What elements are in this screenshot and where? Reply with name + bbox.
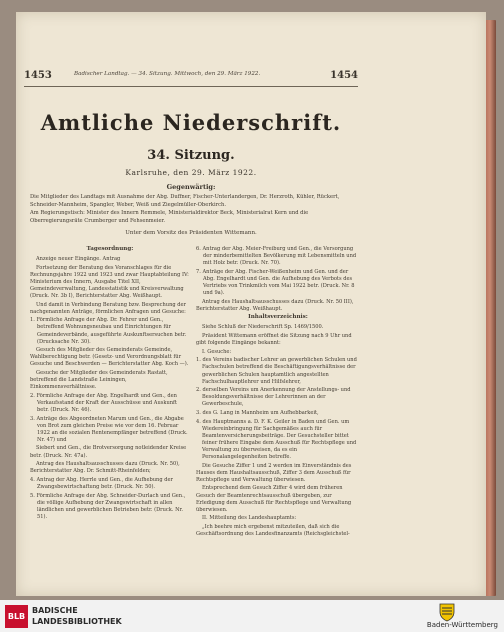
agenda-item: Antrag des Haushaltsausschusses dazu (Druck. Nr. 50), Berichterstatter Abg. Dr. Schmitt-Rheinfelden;: [30, 461, 180, 475]
agenda-item: Fortsetzung der Beratung des Voranschlages für die Rechnungsjahre 1922 und 1923 und zwar Hauptabteilung IV: Ministerium des Innern, Ausgabe Titel XII, Gemeindeverwaltung, Landesstatistik und Kreisverwaltung (Druck. Nr. 3b I), Berichterstatter Abg. Weißhaupt.: [30, 264, 189, 300]
agenda-item: Antrag des Haushaltsausschusses dazu (Druck. Nr. 50 III), Berichterstatter Abg. Weißhaupt.: [196, 298, 354, 312]
agenda-item: Siebert und Gen., die Brotversorgung notleidender Kreise betr. (Druck. Nr. 47a).: [30, 445, 187, 459]
agenda-item: 2. Förmliche Anfrage der Abg. Engelhardt und Gen., den Verkaufsstand der Kraft der Ausschüsse und Auskunft betr. (Druck. Nr. 46).: [30, 392, 177, 413]
library-name[interactable]: [32, 605, 122, 627]
blb-logo-icon[interactable]: BLB: [5, 605, 28, 628]
agenda-item: Gesuch des Mitglieder des Gemeinderats Gemeinde, Wahlberechtigung betr. (Gesetz- und Verordnungsblatt für Gesuche und Beschwerden — Berichterstatter Abg. Koch —).: [30, 347, 189, 368]
agenda-item: 4. Antrag der Abg. Herrle und Gen., die Aufhebung der Zwangsbewirtschaftung betr. (Druck. Nr. 50).: [30, 476, 173, 490]
section-heading: II. Mitteilung des Landeshauptamts:: [202, 515, 297, 522]
gesuch-paragraph: „Ich beehre mich ergebenst mitzuteilen, daß sich die Geschäftsordnung des Landesfinanzamts (Reichsgleichstel-: [196, 523, 350, 537]
left-column: [30, 246, 190, 522]
gesuch-item: 2. derselben Vereins um Anerkennung der Anstellungs- und Besoldungsverhältnisse der Lehrerinnen an der Gewerbeschule,: [196, 387, 351, 408]
gesuch-paragraph: Entsprechend dem Gesuch Ziffer 4 wird dem früheren Gesuch der Beamtenrechtsausschuß übergeben, zur Erledigung dem Ausschuß für Rechtspflege und Verwaltung überwiesen.: [196, 485, 352, 513]
agenda-item: Gesuche der Mitglieder des Gemeinderats Rastatt, betreffend die Landstraße Leiningen, Einkommensverhältnisse.: [30, 370, 168, 391]
opening-text: Präsident Wittemann eröffnet die Sitzung nach 9 Uhr und gibt folgende Eingänge bekannt:: [196, 333, 352, 347]
toc-heading: Inhaltsverzeichnis:: [248, 314, 308, 321]
right-column: [196, 246, 360, 540]
present-heading: Gegenwärtig:: [166, 183, 216, 191]
running-header: [24, 70, 358, 84]
gesuche-subheading: I. Gesuche:: [202, 348, 232, 355]
agenda-heading: Tagesordnung:: [86, 246, 134, 252]
gesuch-item: 1. des Vereins badischer Lehrer an gewerblichen Schulen und Fachschulen betreffend die Beschäftigungsverhältnisse der gewerblichen Schulen hauptamtlich angestellten Fachschulhauptlehrer und Hilfslehrer,: [196, 357, 357, 385]
gesuch-item: 3. des G. Lang in Mannheim um Aufhebbarkeit,: [196, 409, 319, 416]
page-number-right: 1454: [330, 70, 358, 81]
session-heading: 34. Sitzung.: [147, 148, 235, 163]
agenda-item: 6. Antrag der Abg. Meier-Freiburg und Gen., die Versorgung der minderbemittelten Bevölkerung mit Lebensmitteln und mit Holz betr. (Druck. Nr. 70).: [196, 246, 357, 267]
agenda-item: 7. Anträge der Abg. Fischer-Weißenheim und Gen. und der Abg. Engelhardt und Gen. die Aufhebung des Verbots des Vertriebs von Trinkmilch vom Mai 1922 betr. (Druck. Nr. 8 und 9a).: [196, 268, 355, 297]
present-block: [30, 194, 352, 226]
coat-of-arms-icon: [436, 602, 458, 622]
library-name-line1: BADISCHE: [32, 606, 78, 615]
library-name-line2: LANDESBIBLIOTHEK: [32, 617, 122, 626]
present-members: Die Mitglieder des Landtags mit Ausnahme der Abg. Duffner, Fischer-Unterlandergen, Dr. Herzroth, Kühler, Rückert, Schneider-Mannheim, Spangler, Weber, Weiß und Ziegelmüller-Oberkirch.: [30, 194, 340, 208]
agenda-item: 5. Förmliche Anfrage der Abg. Schneider-Durlach und Gen., die völlige Aufhebung der Zwangswirtschaft in allen ländlichen und gewerblichen Betrieben betr. (Druck. Nr. 51).: [30, 492, 186, 520]
header-rule: [24, 86, 358, 87]
agenda-item: Anzeige neuer Eingänge. Antrag: [36, 256, 121, 263]
chair-line: Unter dem Vorsitz des Präsidenten Wittemann.: [125, 230, 257, 236]
agenda-item: 3. Anträge des Abgeordneten Marum und Gen., die Abgabe von Brot zum gleichen Preise wie vor dem 16. Februar 1922 an die sozialen Rentenempfänger betreffend (Druck. Nr. 47) und: [30, 415, 188, 443]
gesuch-paragraph: Die Gesuche Ziffer 1 und 2 werden im Einverständnis des Hauses dem Haushaltsausschuß, Ziffer 3 dem Ausschuß für Rechtspflege und Verwaltung überwiesen.: [196, 462, 352, 483]
agenda-item: Und damit in Verbindung Beratung bzw. Besprechung der nachgenannten Anträge, förmlichen Anfragen und Gesuche:: [30, 301, 186, 315]
agenda-item: 1. Förmliche Anfrage der Abg. Dr. Fehrer und Gen., betreffend Wohnungsneubau und Einrichtungen für Gemeindeverbände, ausgeführte Auskunftsersuchen betr. (Drucksache Nr. 30).: [30, 317, 187, 345]
running-head-text: Badischer Landtag. — 34. Sitzung. Mittwoch, den 29. März 1922.: [74, 71, 261, 77]
document-title: Amtliche Niederschrift.: [40, 110, 342, 135]
page-number-left: 1453: [24, 70, 52, 81]
gesuch-item: 4. des Hauptmanns a. D. F. K. Geiler in Baden und Gen. um Wiedereinbringung für Sachgemäßes auch für Beamtenversicherungsbeiträge. Der Gesuchsteller bittet feiner frühere Eingabe dem Ausschuß für Rechtspflege und Verwaltung zu überweisen, da es ein Personalangelegenheiten betreffe.: [196, 418, 357, 461]
place-date: Karlsruhe, den 29. März 1922.: [125, 168, 257, 177]
toc-text: Siehe Schluß der Niederschrift Sp. 1469/1500.: [202, 324, 324, 331]
region-label: Baden-Württemberg: [426, 621, 498, 629]
present-government: Am Regierungstisch: Minister des Innern Remmele, Ministerialdirektor Beck, Ministerialrat Kern und die Oberregierungsräte Crumberger und Fehsenmeier.: [30, 210, 309, 224]
